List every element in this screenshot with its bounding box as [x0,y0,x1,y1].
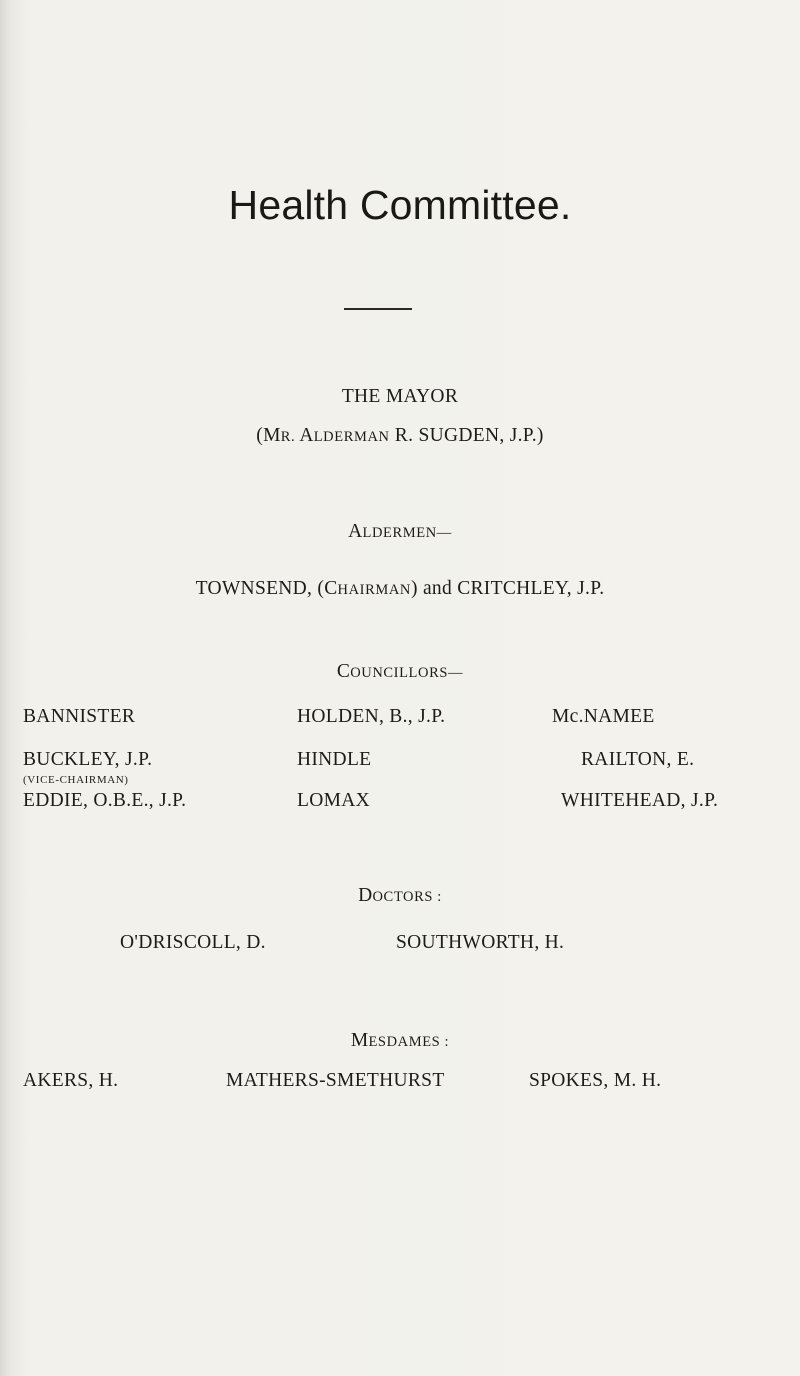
councillor-col1-row3: EDDIE, O.B.E., J.P. [23,790,187,811]
aldermen-chairman-initial: C [324,578,338,599]
councillor-col2-row1: HOLDEN, B., J.P. [297,706,446,727]
mesdames-name-3: SPOKES, M. H. [529,1070,662,1091]
doctor-name-1: O'DRISCOLL, D. [120,932,266,953]
councillors-heading-initial: C [336,661,351,682]
mayor-name-line [0,425,800,447]
mayor-name: R. SUGDEN, J.P.) [394,425,544,446]
councillor-col1-row1: BANNISTER [23,706,136,727]
mesdames-heading-rest: ESDAMES : [368,1034,450,1050]
aldermen-heading [0,521,800,543]
mesdames-heading [0,1030,800,1052]
page-title: Health Committee. [228,182,572,228]
mayor-mr-rest: R. [280,429,296,445]
councillors-heading [0,661,800,683]
aldermen-chairman-rest: HAIRMAN [337,582,411,598]
aldermen-line-start: TOWNSEND, ( [195,578,325,599]
doctors-heading-rest: OCTORS : [372,889,442,905]
councillor-col3-row1: Mc.NAMEE [552,706,655,727]
councillor-col1-row2: BUCKLEY, J.P. [23,749,153,770]
mayor-alderman-rest: LDERMAN [313,429,390,445]
aldermen-line-end: ) and CRITCHLEY, J.P. [411,578,605,599]
aldermen-heading-rest: LDERMEN— [362,525,452,541]
aldermen-heading-initial: A [348,521,363,542]
councillor-col2-row2: HINDLE [297,749,372,770]
title-divider [344,308,412,310]
mesdames-name-1: AKERS, H. [23,1070,119,1091]
councillor-col3-row3: WHITEHEAD, J.P. [561,790,719,811]
doctor-name-2: SOUTHWORTH, H. [396,932,565,953]
mayor-mr-initial: M [263,425,281,446]
councillors-heading-rest: OUNCILLORS— [350,665,464,681]
doctors-heading [0,885,800,907]
councillor-col3-row2: RAILTON, E. [581,749,695,770]
mayor-heading: THE MAYOR [341,386,459,407]
aldermen-line [0,578,800,600]
mayor-open-paren: ( [256,425,264,446]
mayor-alderman-initial: A [299,425,314,446]
mesdames-name-2: MATHERS-SMETHURST [226,1070,445,1091]
mesdames-heading-initial: M [350,1030,369,1051]
doctors-heading-initial: D [358,885,373,906]
councillor-col2-row3: LOMAX [297,790,370,811]
vice-chairman-note: (VICE-CHAIRMAN) [23,774,129,786]
